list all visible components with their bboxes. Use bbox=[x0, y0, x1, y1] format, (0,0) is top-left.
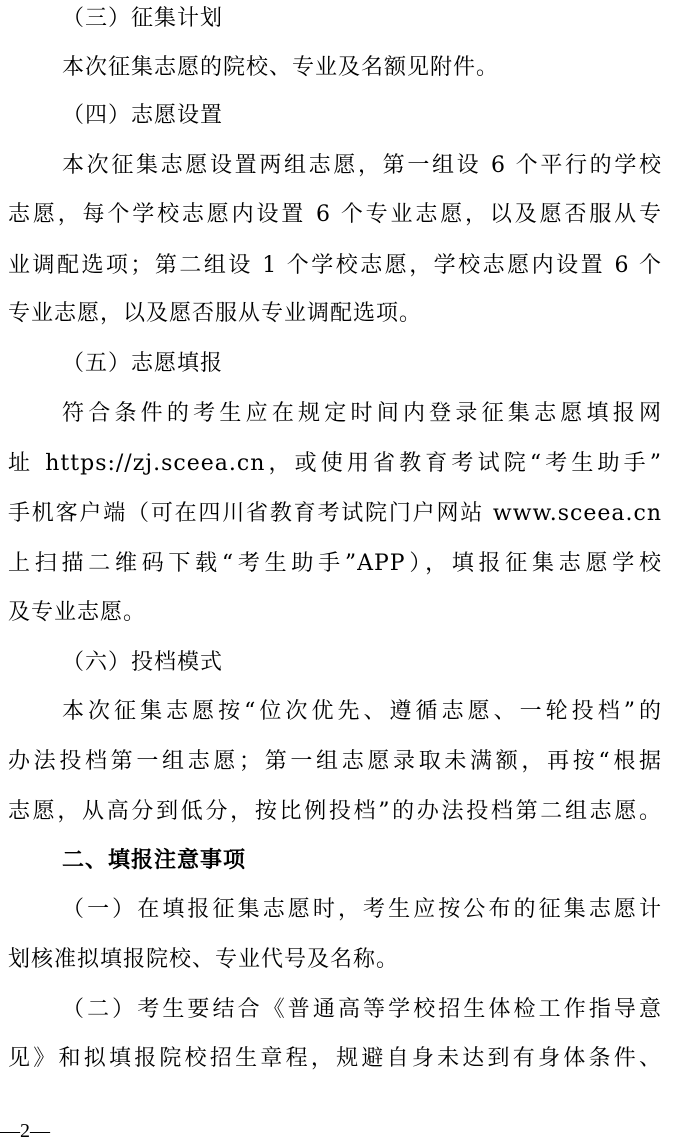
section-heading-5: （五）志愿填报 bbox=[62, 351, 224, 376]
paragraph-line: 址 https://zj.sceea.cn，或使用省教育考试院“考生助手” bbox=[8, 451, 662, 476]
paragraph-line: 划核准拟填报院校、专业代号及名称。 bbox=[8, 947, 400, 972]
paragraph-line: 志愿，每个学校志愿内设置 6 个专业志愿，以及愿否服从专 bbox=[8, 202, 662, 227]
paragraph-line: 上扫描二维码下载“考生助手”APP），填报征集志愿学校 bbox=[8, 551, 662, 576]
paragraph-line: 手机客户端（可在四川省教育考试院门户网站 www.sceea.cn bbox=[8, 501, 662, 526]
paragraph-line: 本次征集志愿按“位次优先、遵循志愿、一轮投档”的 bbox=[62, 699, 662, 724]
paragraph-line: （二）考生要结合《普通高等学校招生体检工作指导意 bbox=[62, 997, 662, 1022]
page-number: —2— bbox=[0, 1120, 50, 1142]
paragraph-line: 专业志愿，以及愿否服从专业调配选项。 bbox=[8, 301, 423, 326]
paragraph-line: 办法投档第一组志愿；第一组志愿录取未满额，再按“根据 bbox=[8, 749, 662, 774]
paragraph-line: 志愿，从高分到低分，按比例投档”的办法投档第二组志愿。 bbox=[8, 799, 662, 824]
paragraph-line: 符合条件的考生应在规定时间内登录征集志愿填报网 bbox=[62, 401, 662, 426]
paragraph-line: 及专业志愿。 bbox=[8, 600, 147, 625]
paragraph-line: 见》和拟填报院校招生章程，规避自身未达到有身体条件、 bbox=[8, 1046, 662, 1071]
section-title-2: 二、填报注意事项 bbox=[62, 847, 247, 873]
paragraph-line: 本次征集志愿的院校、专业及名额见附件。 bbox=[62, 55, 500, 80]
section-heading-3: （三）征集计划 bbox=[62, 6, 224, 31]
paragraph-line: 业调配选项；第二组设 1 个学校志愿，学校志愿内设置 6 个 bbox=[8, 253, 662, 278]
paragraph-line: 本次征集志愿设置两组志愿，第一组设 6 个平行的学校 bbox=[62, 153, 662, 178]
section-heading-6: （六）投档模式 bbox=[62, 650, 224, 675]
paragraph-line: （一）在填报征集志愿时，考生应按公布的征集志愿计 bbox=[62, 897, 662, 922]
section-heading-4: （四）志愿设置 bbox=[62, 103, 224, 128]
